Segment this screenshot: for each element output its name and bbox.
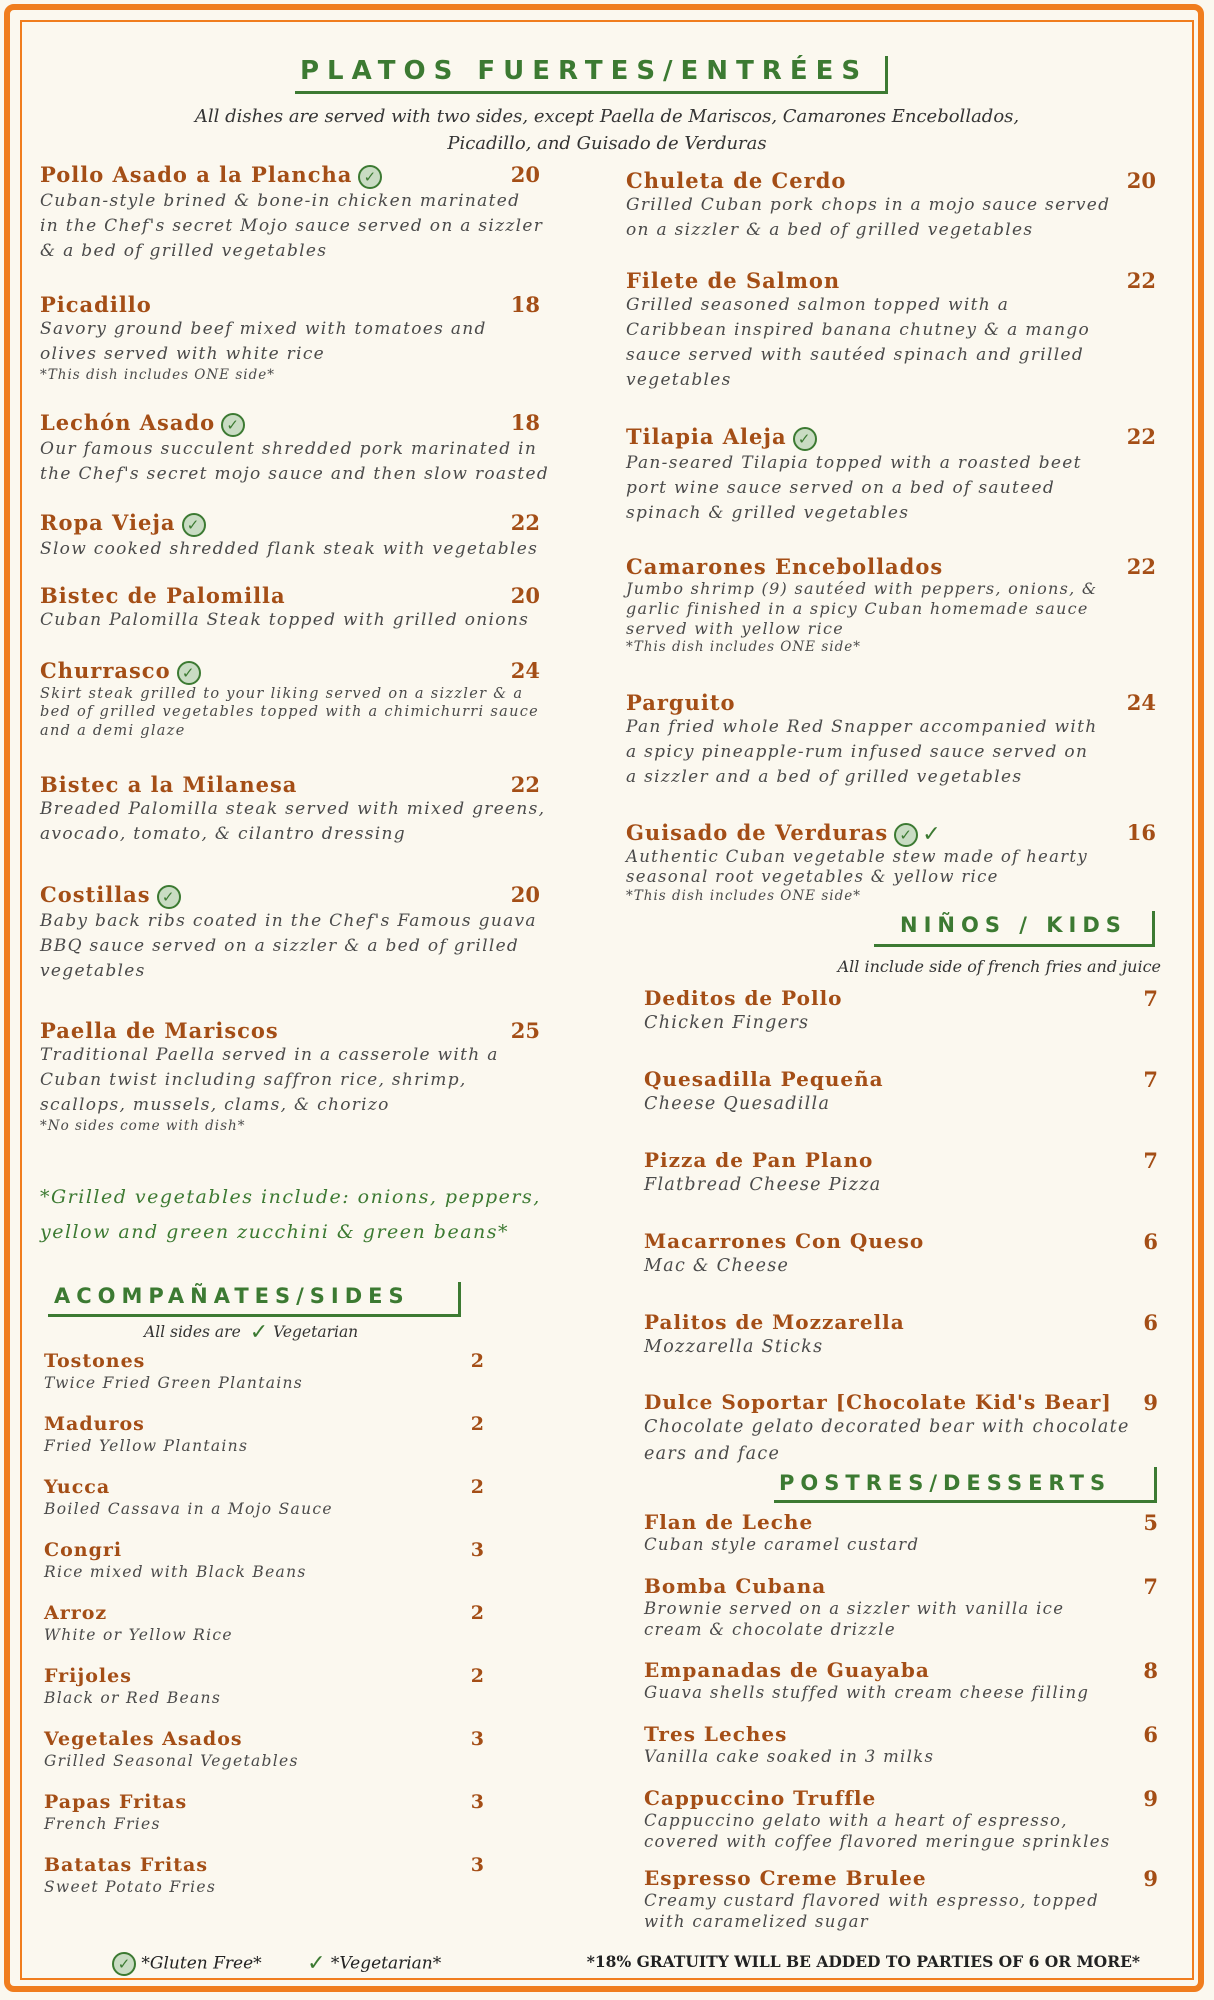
item-price: 9 [1143, 1390, 1158, 1415]
item-description: Cheese Quesadilla [644, 1094, 831, 1114]
item-description: sauce served with sautéed spinach and grilled [626, 345, 1085, 365]
item-note: *This dish includes ONE side* [40, 367, 275, 383]
item-name: Pollo Asado a la Plancha ✓ [40, 162, 540, 189]
item-description: with caramelized sugar [644, 1912, 869, 1931]
item-description: BBQ sauce served on a sizzler & a bed of grilled [40, 935, 520, 956]
item-description: Guava shells stuffed with cream cheese filling [644, 1683, 1090, 1702]
item-name: Bistec de Palomilla [40, 583, 286, 608]
item-name: Tostones [44, 1350, 146, 1372]
item-price: 18 [510, 410, 540, 435]
item-name: Pizza de Pan Plano [644, 1148, 874, 1172]
item-description: scallops, mussels, clams, & chorizo [40, 1095, 390, 1115]
item-name: Tilapia Aleja ✓ [626, 424, 1156, 451]
sides-subtitle-suffix: Vegetarian [273, 1323, 359, 1341]
item-description: Grilled seasoned salmon topped with a [626, 295, 1010, 315]
entrees-title-rule [295, 56, 888, 94]
item-price: 18 [510, 292, 540, 317]
item-name: Vegetales Asados [44, 1728, 243, 1750]
item-description: vegetables [626, 370, 732, 390]
item-name: Camarones Encebollados [626, 554, 944, 579]
item-description: Cuban twist including saffron rice, shrimp, [40, 1070, 467, 1090]
item-description: Traditional Paella served in a casserole with a [40, 1045, 499, 1065]
item-price: 5 [1143, 1510, 1158, 1535]
item-name: Palitos de Mozzarella [644, 1310, 905, 1334]
item-price: 2 [470, 1476, 484, 1498]
entree-item [626, 168, 1156, 243]
item-description: Chicken Fingers [644, 1013, 810, 1033]
item-description: ears and face [644, 1444, 781, 1464]
item-name: Chuleta de Cerdo [626, 168, 847, 193]
item-name: Picadillo [40, 292, 152, 317]
item-description: on a sizzler & a bed of grilled vegetables [626, 220, 1034, 240]
item-note: *This dish includes ONE side* [626, 887, 861, 904]
entrees-subtitle-1: All dishes are served with two sides, except Paella de Mariscos, Camarones Encebollados, [194, 106, 1020, 127]
item-name: Yucca [44, 1476, 111, 1498]
sides-subtitle [144, 1322, 358, 1344]
side-item [44, 1476, 484, 1520]
item-description: Mozzarella Sticks [644, 1337, 824, 1357]
item-description: Cappuccino gelato with a heart of espresso, [644, 1811, 1068, 1830]
item-description: Fried Yellow Plantains [44, 1437, 249, 1455]
kids-item [644, 1148, 1158, 1199]
vegetarian-leaf-icon: ✓ [249, 1320, 269, 1345]
item-price: 2 [470, 1665, 484, 1687]
item-price: 24 [1126, 690, 1156, 715]
vegetarian-legend: *Vegetarian* [330, 1953, 442, 1974]
gluten-free-icon: ✓ [157, 885, 181, 909]
gluten-free-icon: ✓ [182, 513, 206, 537]
side-item [44, 1539, 484, 1583]
dessert-item [644, 1658, 1158, 1703]
vegetarian-leaf-icon: ✓ [922, 821, 942, 847]
item-price: 20 [1126, 168, 1156, 193]
kids-item [644, 1310, 1158, 1361]
item-name: Parguito [626, 690, 736, 715]
item-name: Maduros [44, 1413, 145, 1435]
item-name: Espresso Creme Brulee [644, 1866, 927, 1890]
item-price: 7 [1143, 1067, 1158, 1092]
item-description: seasonal root vegetables & yellow rice [626, 867, 999, 886]
item-price: 22 [510, 772, 540, 797]
item-description: Chocolate gelato decorated bear with chocolate [644, 1417, 1130, 1437]
entree-item [40, 658, 540, 740]
dessert-item [644, 1722, 1158, 1767]
item-name: Arroz [44, 1602, 108, 1624]
item-price: 6 [1143, 1722, 1158, 1747]
item-price: 2 [470, 1350, 484, 1372]
item-price: 9 [1143, 1786, 1158, 1811]
side-item [44, 1350, 484, 1394]
item-description: Grilled Cuban pork chops in a mojo sauce served [626, 195, 1111, 215]
item-note: *No sides come with dish* [40, 1118, 246, 1134]
item-name: Batatas Fritas [44, 1854, 209, 1876]
item-description: olives served with white rice [40, 344, 326, 364]
sides-title: ACOMPAÑATES/SIDES [54, 1284, 410, 1308]
entree-item [626, 554, 1156, 655]
desserts-title-rule [774, 1467, 1157, 1503]
grilled-vegetables-note-1: *Grilled vegetables include: onions, peppers, [40, 1186, 541, 1208]
item-description: avocado, tomato, & cilantro dressing [40, 824, 406, 844]
item-name: Flan de Leche [644, 1510, 814, 1534]
item-price: 2 [470, 1413, 484, 1435]
kids-item [644, 986, 1158, 1037]
item-description: Skirt steak grilled to your liking served on a sizzler & a [40, 685, 524, 702]
item-description: Baby back ribs coated in the Chef's Famous guava [40, 910, 537, 931]
footer-legend [106, 1952, 441, 1976]
item-description: served with yellow rice [626, 619, 845, 638]
entree-item [40, 510, 540, 562]
kids-item [644, 1067, 1158, 1118]
item-price: 9 [1143, 1866, 1158, 1891]
item-price: 6 [1143, 1310, 1158, 1335]
item-price: 7 [1143, 1574, 1158, 1599]
item-description: Pan-seared Tilapia topped with a roasted beet [626, 452, 1082, 473]
item-name: Tres Leches [644, 1722, 788, 1746]
item-name: Papas Fritas [44, 1791, 188, 1813]
item-description: Our famous succulent shredded pork marinated in [40, 438, 538, 459]
dessert-item [644, 1510, 1158, 1555]
entree-item [40, 882, 540, 984]
side-item [44, 1665, 484, 1709]
item-description: Breaded Palomilla steak served with mixed greens, [40, 799, 546, 819]
item-description: Brownie served on a sizzler with vanilla ice [644, 1599, 1065, 1618]
item-price: 7 [1143, 1148, 1158, 1173]
item-description: a sizzler and a bed of grilled vegetables [626, 767, 1023, 787]
item-name: Cappuccino Truffle [644, 1786, 877, 1810]
item-name: Empanadas de Guayaba [644, 1658, 930, 1682]
vegetarian-leaf-icon: ✓ [307, 1951, 326, 1976]
item-note: *This dish includes ONE side* [626, 639, 861, 655]
item-description: Rice mixed with Black Beans [44, 1563, 307, 1581]
item-price: 20 [510, 162, 540, 187]
item-description: Sweet Potato Fries [44, 1878, 217, 1896]
item-description: and a demi glaze [40, 722, 186, 739]
item-description: bed of grilled vegetables topped with a chimichurri sauce [40, 704, 540, 720]
item-description: Authentic Cuban vegetable stew made of hearty [626, 846, 1088, 866]
item-description: the Chef's secret mojo sauce and then slow roasted [40, 463, 550, 484]
side-item [44, 1854, 484, 1898]
item-description: Caribbean inspired banana chutney & a mango [626, 320, 1091, 340]
gluten-free-icon: ✓ [894, 823, 918, 847]
item-name: Quesadilla Pequeña [644, 1067, 884, 1091]
item-description: Twice Fried Green Plantains [44, 1374, 304, 1392]
gratuity-notice: *18% GRATUITY WILL BE ADDED TO PARTIES OF 6 OR MORE* [586, 1952, 1140, 1971]
gluten-free-icon: ✓ [221, 413, 245, 437]
item-price: 22 [510, 510, 540, 535]
item-description: Pan fried whole Red Snapper accompanied with [626, 717, 1098, 737]
item-description: cream & chocolate drizzle [644, 1620, 896, 1639]
desserts-title: POSTRES/DESSERTS [779, 1471, 1112, 1495]
kids-item [644, 1390, 1158, 1468]
item-description: Jumbo shrimp (9) sautéed with peppers, onions, & [626, 579, 1098, 598]
item-price: 3 [470, 1728, 484, 1750]
side-item [44, 1791, 484, 1835]
item-price: 2 [470, 1602, 484, 1624]
item-price: 3 [470, 1791, 484, 1813]
item-name: Ropa Vieja ✓ [40, 510, 540, 537]
item-description: Grilled Seasonal Vegetables [44, 1752, 299, 1770]
item-price: 25 [510, 1018, 540, 1043]
entree-item [40, 772, 546, 847]
entree-item [40, 292, 540, 383]
entree-item [40, 410, 550, 487]
item-name: Churrasco ✓ [40, 658, 540, 685]
kids-subtitle: All include side of french fries and juice [837, 957, 1161, 976]
sides-title-rule [48, 1282, 461, 1317]
item-name: Macarrones Con Queso [644, 1229, 925, 1253]
item-description: Flatbread Cheese Pizza [644, 1175, 882, 1195]
entree-item [626, 268, 1156, 393]
item-price: 20 [510, 583, 540, 608]
item-price: 20 [510, 882, 540, 907]
item-description: & a bed of grilled vegetables [40, 240, 328, 261]
entrees-title: PLATOS FUERTES/ENTRÉES [300, 56, 869, 86]
kids-title-rule [874, 911, 1155, 947]
gluten-free-legend: *Gluten Free* [141, 1953, 262, 1974]
item-price: 16 [1126, 820, 1156, 845]
gluten-free-icon: ✓ [358, 165, 382, 189]
item-description: French Fries [44, 1815, 161, 1833]
side-item [44, 1413, 484, 1457]
item-price: 22 [1126, 554, 1156, 579]
entree-item [40, 583, 540, 633]
grilled-vegetables-note-2: yellow and green zucchini & green beans* [40, 1221, 510, 1243]
kids-item [644, 1229, 1158, 1280]
item-name: Guisado de Verduras ✓ ✓ [626, 820, 942, 847]
item-description: White or Yellow Rice [44, 1626, 233, 1644]
item-description: Slow cooked shredded flank steak with vegetables [40, 538, 539, 559]
item-description: Savory ground beef mixed with tomatoes and [40, 319, 487, 339]
entree-item [626, 690, 1156, 790]
item-price: 3 [470, 1539, 484, 1561]
item-description: Cuban-style brined & bone-in chicken marinated [40, 190, 521, 211]
item-name: Deditos de Pollo [644, 986, 843, 1010]
kids-title: NIÑOS / KIDS [900, 913, 1127, 937]
dessert-item [644, 1786, 1158, 1852]
entrees-subtitle-2: Picadillo, and Guisado de Verduras [447, 133, 767, 154]
item-price: 22 [1126, 268, 1156, 293]
item-name: Frijoles [44, 1665, 132, 1687]
item-description: Vanilla cake soaked in 3 milks [644, 1747, 935, 1766]
item-price: 8 [1143, 1658, 1158, 1683]
item-description: Black or Red Beans [44, 1689, 222, 1707]
item-description: spinach & grilled vegetables [626, 502, 910, 523]
item-name: Costillas ✓ [40, 882, 540, 909]
item-description: covered with coffee flavored meringue sprinkles [644, 1832, 1111, 1851]
item-name: Paella de Mariscos [40, 1018, 279, 1043]
gluten-free-icon: ✓ [177, 661, 201, 685]
item-name: Congri [44, 1539, 123, 1561]
item-price: 24 [510, 658, 540, 683]
item-price: 7 [1143, 986, 1158, 1011]
side-item [44, 1602, 484, 1646]
entree-item [626, 424, 1156, 526]
gluten-free-icon: ✓ [112, 1952, 136, 1976]
item-description: Mac & Cheese [644, 1256, 790, 1276]
entree-item [40, 162, 544, 264]
dessert-item [644, 1574, 1158, 1640]
item-description: Cuban Palomilla Steak topped with grilled onions [40, 610, 530, 630]
item-name: Bistec a la Milanesa [40, 772, 298, 797]
gluten-free-icon: ✓ [793, 427, 817, 451]
item-price: 6 [1143, 1229, 1158, 1254]
item-price: 3 [470, 1854, 484, 1876]
item-description: Creamy custard flavored with espresso, topped [644, 1891, 1099, 1910]
item-name: Bomba Cubana [644, 1574, 827, 1598]
item-description: port wine sauce served on a bed of sauteed [626, 477, 1056, 498]
item-name: Lechón Asado ✓ [40, 410, 540, 437]
item-description: in the Chef's secret Mojo sauce served on a sizzler [40, 215, 544, 236]
item-description: Boiled Cassava in a Mojo Sauce [44, 1500, 333, 1518]
item-price: 22 [1126, 424, 1156, 449]
item-description: a spicy pineapple-rum infused sauce served on [626, 742, 1089, 762]
item-name: Filete de Salmon [626, 268, 841, 293]
entree-item [626, 820, 1156, 904]
item-name: Dulce Soportar [Chocolate Kid's Bear] [644, 1390, 1112, 1414]
entree-item [40, 1018, 540, 1134]
sides-subtitle-prefix: All sides are [144, 1323, 241, 1341]
side-item [44, 1728, 484, 1772]
item-description: Cuban style caramel custard [644, 1535, 920, 1554]
item-description: garlic finished in a spicy Cuban homemade sauce [626, 599, 1089, 618]
item-description: vegetables [40, 960, 146, 981]
dessert-item [644, 1866, 1158, 1932]
